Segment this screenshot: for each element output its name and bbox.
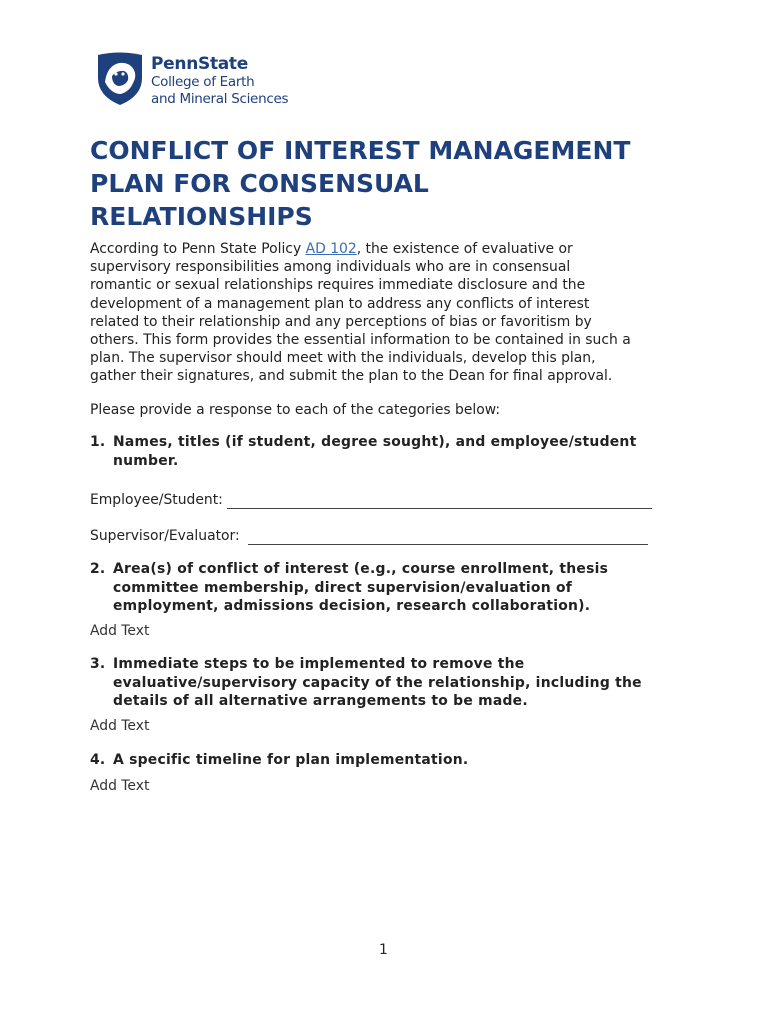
- question-line: number.: [113, 452, 179, 469]
- add-text-field-3[interactable]: Add Text: [90, 718, 150, 734]
- intro-paragraph: [90, 240, 690, 386]
- supervisor-evaluator-field: [90, 527, 648, 545]
- intro-line: supervisory responsibilities among individuals who are in consensual: [90, 259, 571, 276]
- question-line: Area(s) of conflict of interest (e.g., course enrollment, thesis: [113, 561, 609, 577]
- employee-student-field: [90, 491, 652, 509]
- supervisor-evaluator-label: Supervisor/Evaluator:: [90, 528, 240, 544]
- add-text-field-4[interactable]: Add Text: [90, 778, 150, 794]
- page-title: [90, 134, 690, 233]
- question-line: A specific timeline for plan implementation.: [113, 752, 469, 768]
- question-line: evaluative/supervisory capacity of the relationship, including the: [113, 674, 642, 691]
- logo-sub-line-1: College of Earth: [151, 74, 255, 90]
- question-3: [90, 655, 690, 711]
- logo-main: PennState: [151, 54, 248, 74]
- employee-student-input-line[interactable]: [227, 496, 652, 509]
- page-number: 1: [379, 942, 388, 958]
- question-line: Names, titles (if student, degree sought), and employee/student: [113, 434, 637, 450]
- intro-line: others. This form provides the essential information to be contained in such a: [90, 332, 631, 349]
- intro-line: gather their signatures, and submit the plan to the Dean for final approval.: [90, 368, 613, 385]
- logo-wordmark: [151, 54, 288, 108]
- question-2: [90, 560, 690, 616]
- intro-suffix: , the existence of evaluative or: [356, 241, 573, 257]
- policy-link[interactable]: AD 102: [305, 241, 357, 257]
- intro-prefix: According to Penn State Policy: [90, 241, 306, 257]
- question-number: 2.: [90, 561, 106, 577]
- question-line: Immediate steps to be implemented to remove the: [113, 656, 525, 672]
- intro-line: development of a management plan to address any conflicts of interest: [90, 295, 590, 312]
- title-line-1: CONFLICT OF INTEREST MANAGEMENT: [90, 136, 631, 165]
- question-number: 1.: [90, 434, 106, 450]
- title-line-2: PLAN FOR CONSENSUAL: [90, 169, 429, 198]
- logo-sub-line-2: and Mineral Sciences: [151, 91, 289, 107]
- question-number: 4.: [90, 752, 106, 768]
- question-number: 3.: [90, 656, 106, 672]
- employee-student-label: Employee/Student:: [90, 492, 223, 508]
- question-line: committee membership, direct supervision/evaluation of: [113, 579, 573, 596]
- supervisor-evaluator-input-line[interactable]: [248, 532, 648, 545]
- intro-line-0: [90, 240, 690, 258]
- nittany-lion-shield-icon: [97, 52, 143, 106]
- response-prompt: Please provide a response to each of the categories below:: [90, 402, 501, 418]
- intro-line: romantic or sexual relationships requires immediate disclosure and the: [90, 277, 586, 294]
- intro-line: related to their relationship and any perceptions of bias or favoritism by: [90, 313, 592, 330]
- psu-logo: [97, 52, 327, 114]
- question-line: employment, admissions decision, research collaboration).: [113, 598, 591, 614]
- add-text-field-2[interactable]: Add Text: [90, 623, 150, 639]
- question-4: [90, 751, 690, 770]
- intro-line: plan. The supervisor should meet with the individuals, develop this plan,: [90, 350, 596, 367]
- title-line-3: RELATIONSHIPS: [90, 202, 313, 231]
- question-1: [90, 433, 690, 470]
- question-line: details of all alternative arrangements to be made.: [113, 693, 528, 709]
